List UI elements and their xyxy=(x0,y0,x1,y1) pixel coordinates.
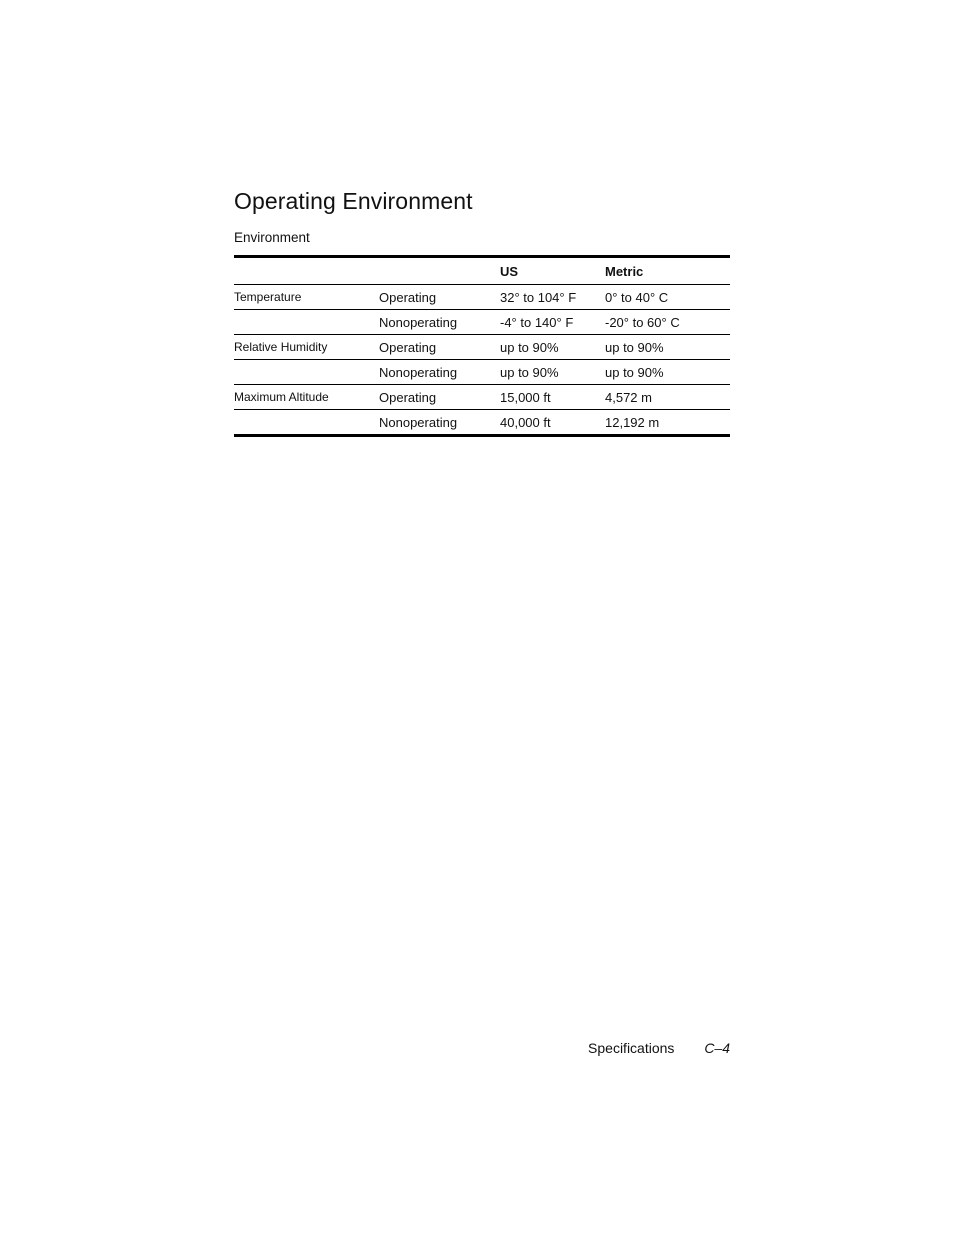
cell-parameter: Maximum Altitude xyxy=(234,385,379,410)
cell-metric-value: 0° to 40° C xyxy=(605,285,730,310)
table-row xyxy=(234,335,730,360)
table-row xyxy=(234,285,730,310)
table-row xyxy=(234,385,730,410)
environment-table xyxy=(234,255,730,437)
page-title: Operating Environment xyxy=(234,188,473,214)
cell-condition: Operating xyxy=(379,335,500,360)
header-condition xyxy=(379,257,500,285)
table-row xyxy=(234,360,730,385)
footer-page-number: C–4 xyxy=(704,1040,730,1056)
table-header-row xyxy=(234,257,730,285)
header-us: US xyxy=(500,257,605,285)
cell-parameter: Temperature xyxy=(234,285,379,310)
cell-us-value: 32° to 104° F xyxy=(500,285,605,310)
cell-metric-value: -20° to 60° C xyxy=(605,310,730,335)
cell-metric-value: 4,572 m xyxy=(605,385,730,410)
cell-us-value: 15,000 ft xyxy=(500,385,605,410)
cell-condition: Operating xyxy=(379,285,500,310)
page-footer xyxy=(588,1040,730,1056)
table-row xyxy=(234,310,730,335)
footer-section-name: Specifications xyxy=(588,1040,675,1056)
cell-us-value: up to 90% xyxy=(500,360,605,385)
cell-us-value: 40,000 ft xyxy=(500,414,551,430)
cell-metric-value: 12,192 m xyxy=(605,414,660,430)
cell-parameter xyxy=(234,410,379,436)
cell-parameter: Relative Humidity xyxy=(234,335,379,360)
cell-condition: Nonoperating xyxy=(379,360,500,385)
cell-metric-value: up to 90% xyxy=(605,335,730,360)
table-caption: Environment xyxy=(234,230,310,245)
cell-condition: Nonoperating xyxy=(379,310,500,335)
table-row xyxy=(234,410,730,436)
cell-condition: Nonoperating xyxy=(379,414,458,430)
cell-us-value: -4° to 140° F xyxy=(500,310,605,335)
cell-parameter xyxy=(234,360,379,385)
cell-condition: Operating xyxy=(379,385,500,410)
cell-parameter xyxy=(234,310,379,335)
header-metric: Metric xyxy=(605,257,730,285)
header-parameter xyxy=(234,257,379,285)
cell-metric-value: up to 90% xyxy=(605,360,730,385)
cell-us-value: up to 90% xyxy=(500,335,605,360)
